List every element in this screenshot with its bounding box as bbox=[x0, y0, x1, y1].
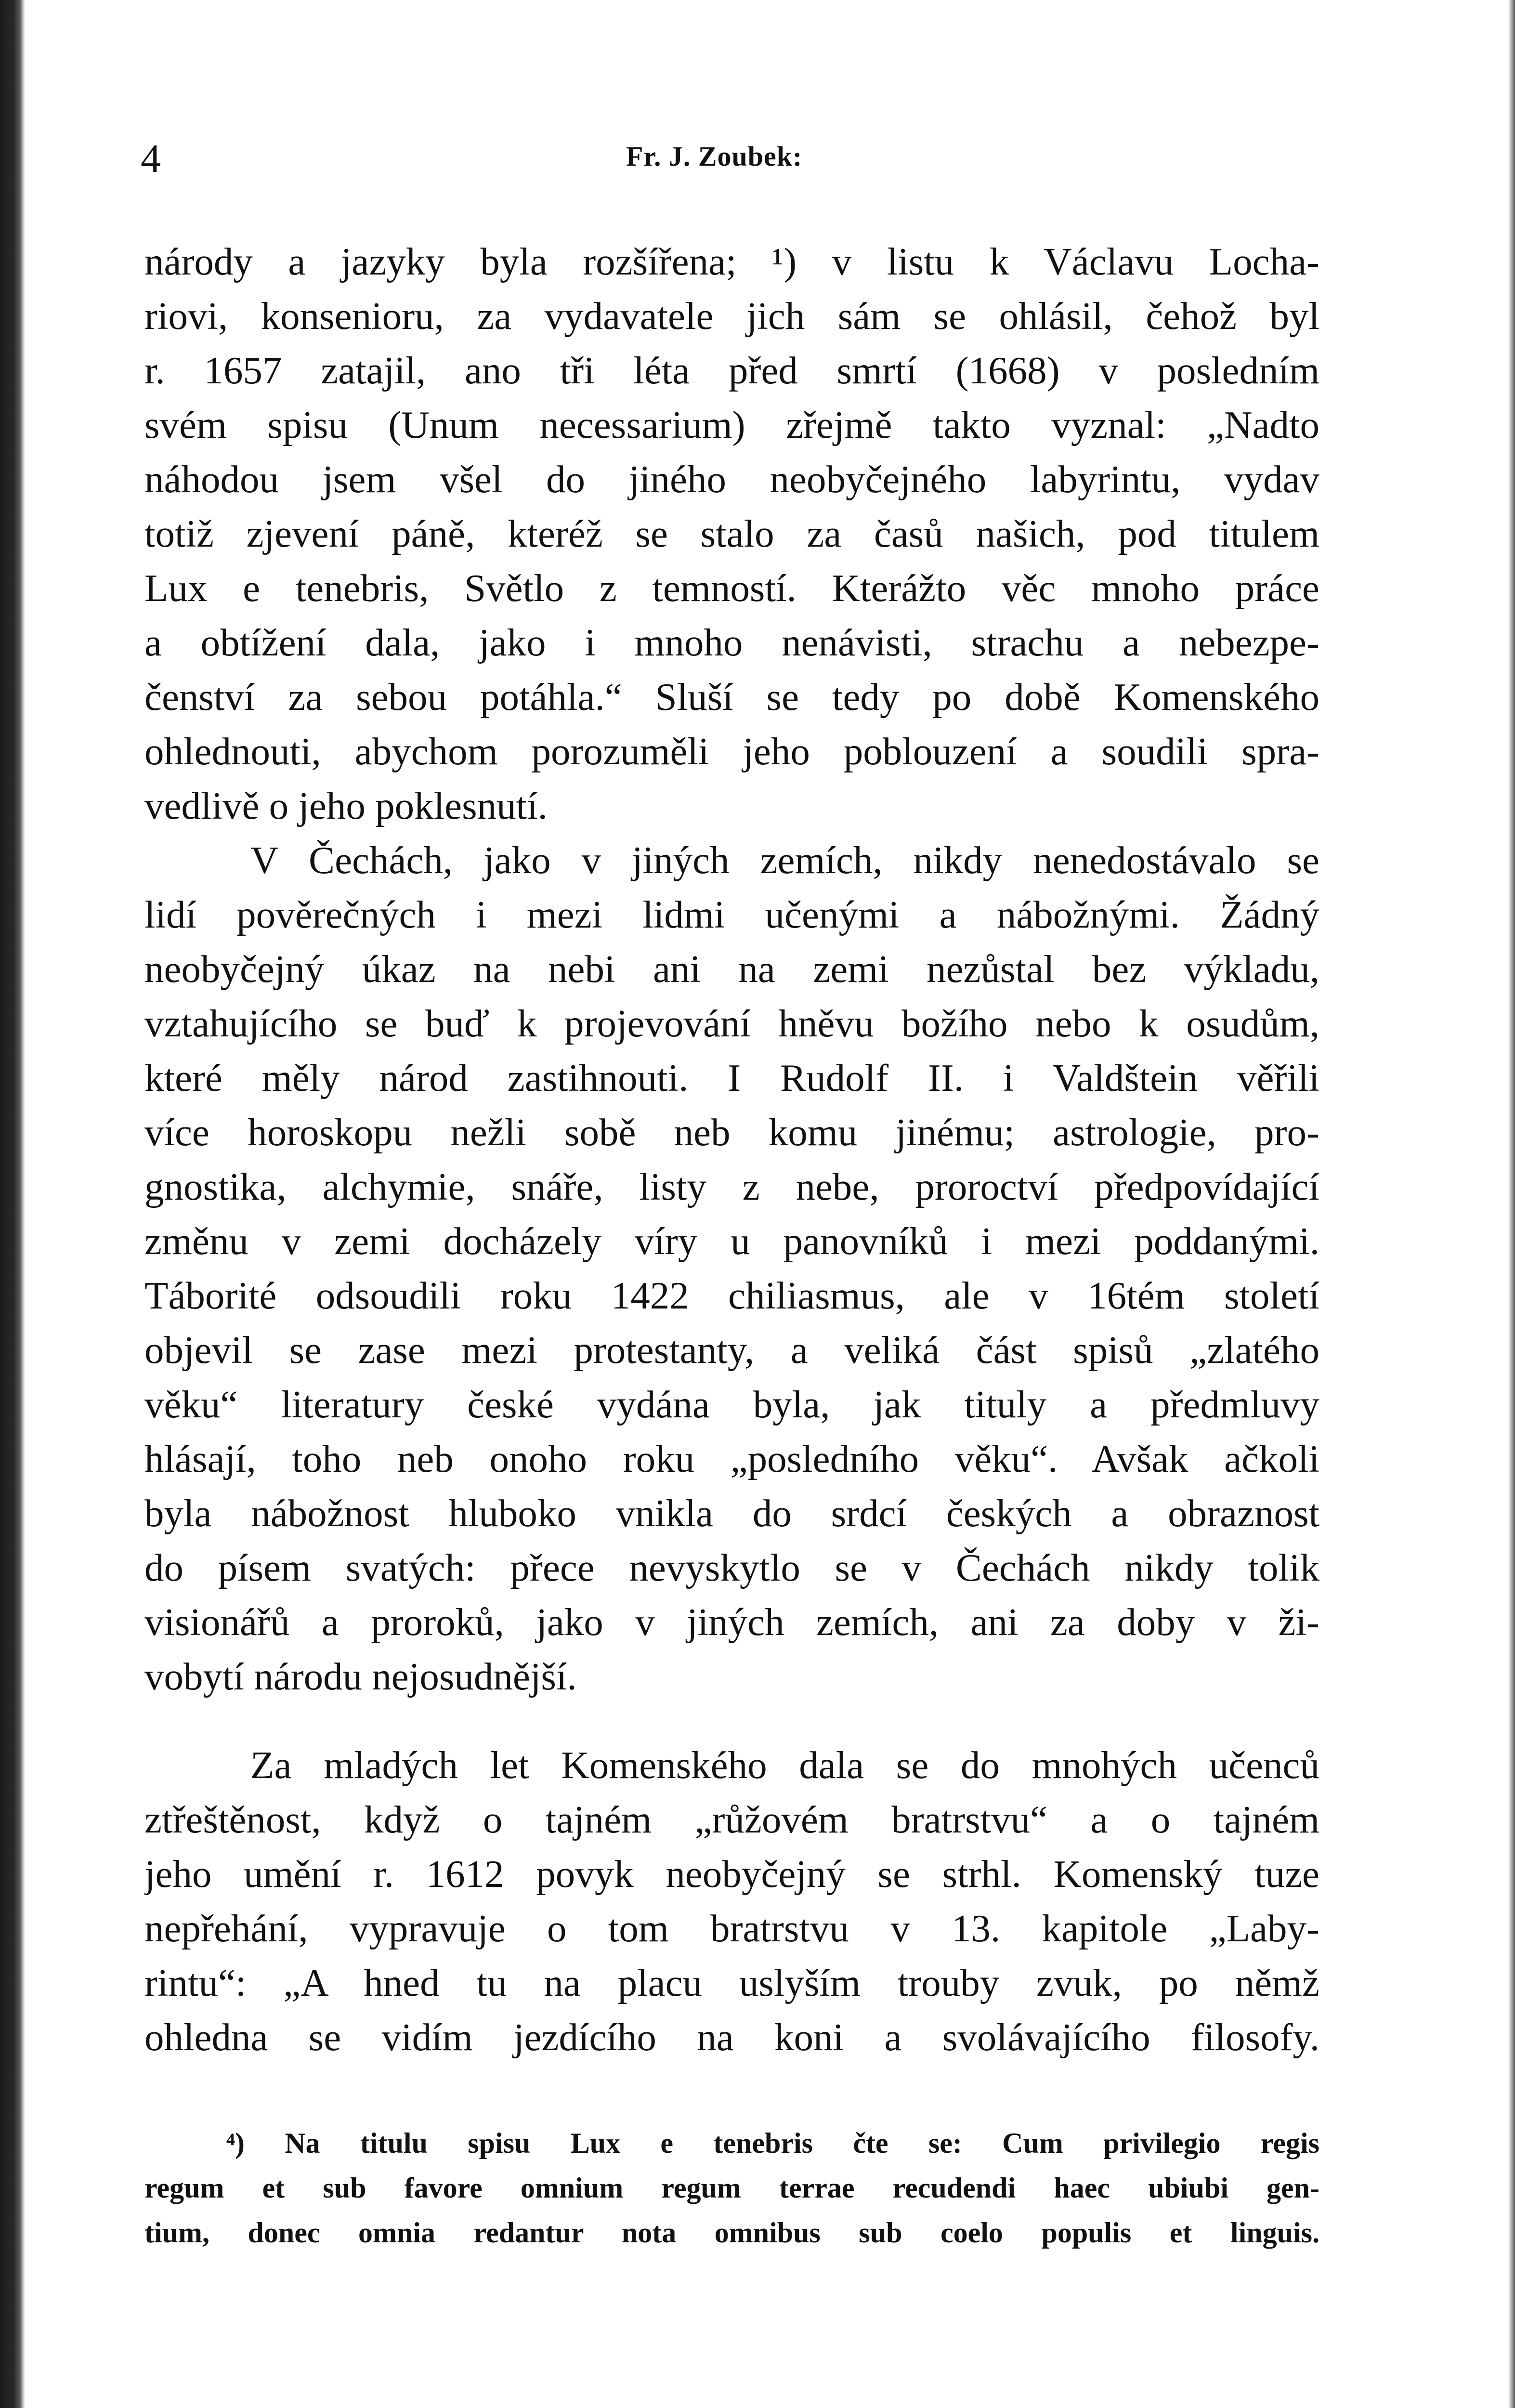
body-line: ohlednouti, abychom porozuměli jeho poblouzení a soudili spra- bbox=[144, 730, 1319, 773]
body-line: nepřehání, vypravuje o tom bratrstvu v 13. kapitole „Laby- bbox=[144, 1907, 1319, 1950]
body-line: r. 1657 zatajil, ano tři léta před smrtí (1668) v posledním bbox=[144, 349, 1319, 392]
body-line: Táborité odsoudili roku 1422 chiliasmus, ale v 16tém století bbox=[144, 1274, 1319, 1317]
body-line: vztahujícího se buď k projevování hněvu božího nebo k osudům, bbox=[144, 1002, 1319, 1045]
body-line: riovi, konsenioru, za vydavatele jich sám se ohlásil, čehož byl bbox=[144, 294, 1319, 338]
body-line: změnu v zemi docházely víry u panovníků i mezi poddanými. bbox=[144, 1219, 1319, 1263]
body-line: čenství za sebou potáhla.“ Sluší se tedy po době Komenského bbox=[144, 675, 1319, 719]
body-line: gnostika, alchymie, snáře, listy z nebe, proroctví předpovídající bbox=[144, 1165, 1319, 1208]
paragraph-start-line: V Čechách, jako v jiných zemích, nikdy nenedostávalo se bbox=[250, 838, 1319, 882]
body-line: rintu“: „A hned tu na placu uslyším trouby zvuk, po němž bbox=[144, 1961, 1319, 2004]
running-head: Fr. J. Zoubek: bbox=[626, 141, 803, 172]
body-line: vobytí národu nejosudnější. bbox=[144, 1655, 577, 1698]
body-line: lidí pověrečných i mezi lidmi učenými a nábožnými. Žádný bbox=[144, 893, 1319, 936]
scan-shadow-right bbox=[1508, 0, 1515, 2408]
body-line: visionářů a proroků, jako v jiných zemích, ani za doby v ži- bbox=[144, 1600, 1319, 1644]
footnote-line: ⁴) Na titulu spisu Lux e tenebris čte se: Cum privilegio regis bbox=[226, 2127, 1319, 2159]
body-line: Lux e tenebris, Světlo z temností. Kterážto věc mnoho práce bbox=[144, 566, 1319, 610]
body-line: ztřeštěnost, když o tajném „růžovém bratrstvu“ a o tajném bbox=[144, 1798, 1319, 1841]
body-line: totiž zjevení páně, kteréž se stalo za časů našich, pod titulem bbox=[144, 512, 1319, 555]
footnote-line: regum et sub favore omnium regum terrae recudendi haec ubiubi gen- bbox=[144, 2172, 1319, 2204]
body-line: národy a jazyky byla rozšířena; ¹) v listu k Václavu Locha- bbox=[144, 240, 1319, 283]
body-line: jeho umění r. 1612 povyk neobyčejný se strhl. Komenský tuze bbox=[144, 1852, 1319, 1896]
body-line: a obtížení dala, jako i mnoho nenávisti, strachu a nebezpe- bbox=[144, 621, 1319, 664]
body-line: náhodou jsem všel do jiného neobyčejného labyrintu, vydav bbox=[144, 458, 1319, 501]
body-line: vedlivě o jeho poklesnutí. bbox=[144, 784, 548, 827]
body-line: byla nábožnost hluboko vnikla do srdcí českých a obraznost bbox=[144, 1492, 1319, 1535]
body-line: objevil se zase mezi protestanty, a veliká část spisů „zlatého bbox=[144, 1328, 1319, 1372]
body-line: ohledna se vidím jezdícího na koni a svolávajícího filosofy. bbox=[144, 2015, 1319, 2059]
page-number: 4 bbox=[141, 136, 161, 181]
body-line: neobyčejný úkaz na nebi ani na zemi nezůstal bez výkladu, bbox=[144, 947, 1319, 991]
paragraph-start-line: Za mladých let Komenského dala se do mnohých učenců bbox=[250, 1743, 1319, 1787]
body-line: více horoskopu nežli sobě neb komu jinému; astrologie, pro- bbox=[144, 1111, 1319, 1154]
body-line: svém spisu (Unum necessarium) zřejmě takto vyznal: „Nadto bbox=[144, 403, 1319, 446]
scan-shadow-left bbox=[0, 0, 25, 2408]
body-line: do písem svatých: přece nevyskytlo se v Čechách nikdy tolik bbox=[144, 1546, 1319, 1589]
body-line: věku“ literatury české vydána byla, jak tituly a předmluvy bbox=[144, 1383, 1319, 1426]
body-line: hlásají, toho neb onoho roku „posledního věku“. Avšak ačkoli bbox=[144, 1437, 1319, 1480]
footnote-line: tium, donec omnia redantur nota omnibus sub coelo populis et linguis. bbox=[144, 2217, 1319, 2249]
body-line: které měly národ zastihnouti. I Rudolf II. i Valdštein věřili bbox=[144, 1056, 1319, 1099]
